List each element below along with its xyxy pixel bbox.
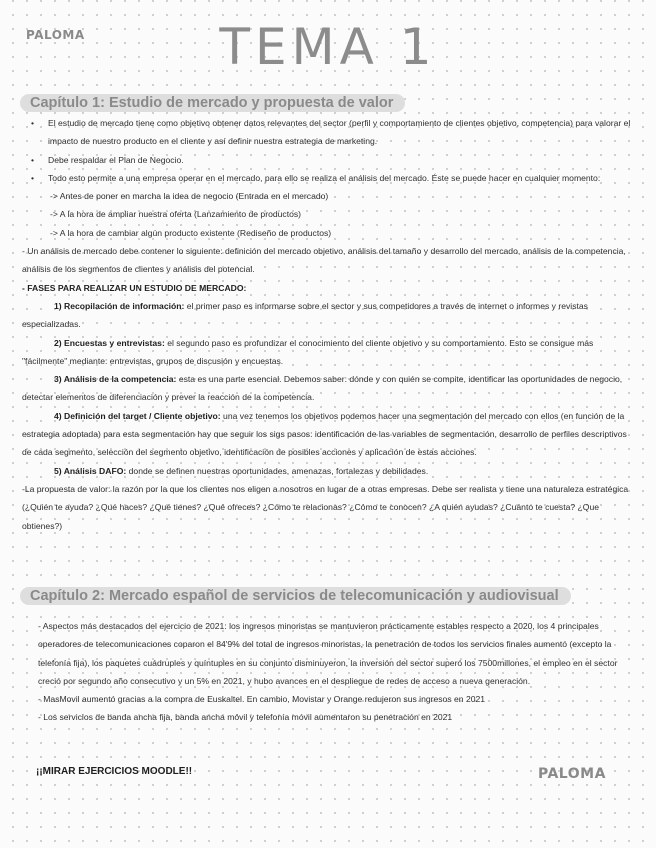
phase-label: 4) Definición del target / Cliente objetivo: [54,410,221,421]
chapter-1-heading: Capítulo 1: Estudio de mercado y propuesta de valor [20,94,405,112]
market-analysis-text: - Un análisis de mercado debe contener lo siguiente: definición del mercado objetivo, análisis del tamaño y desarrollo del mercado, análisis de la competencia, análisis de los segmentos de clientes y análisis del potencial. [22,246,626,275]
arrow-item: -> A la hora de cambiar algún producto existente (Rediseño de productos) [50,227,332,238]
phase-label: 3) Análisis de la competencia: [54,374,177,385]
chapter-2 [20,587,636,727]
phase-label: 5) Análisis DAFO: [54,465,127,476]
phase-label: 2) Encuestas y entrevistas: [54,337,165,348]
phases-title: - FASES PARA REALIZAR UN ESTUDIO DE MERCADO: [22,282,247,293]
phase-text: una vez tenemos los objetivos podemos hacer una segmentación del mercado con ellos (en función de la estrategia adoptada) para esta segmentación hay que seguir los sigs pasos: identificación de las variables de segmentación, desarrollo de perfiles descriptivos de cada segmento, selección del segmento objetivo, identificación de posibles acciones y aplicación de estas acciones. [22,410,627,458]
phase-item [22,462,636,480]
phase-item [22,370,636,407]
arrow-item: -> A la hora de ampliar nuestra oferta (Lanzamiento de productos) [50,209,302,220]
chapter-1 [20,94,636,535]
phase-item [22,297,636,334]
chapter-2-item: - Los servicios de banda ancha fija, banda ancha móvil y telefonía móvil aumentaron su penetración en 2021 [38,712,453,723]
phase-item [22,407,636,462]
chapter-1-bullet: • Debe respaldar el Plan de Negocio. [22,151,636,169]
phase-item [22,334,636,371]
chapter-2-heading: Capítulo 2: Mercado español de servicios de telecomunicación y audiovisual [20,587,571,605]
chapter-2-item: - MasMovil aumentó gracias a la compra de Euskaltel. En cambio, Movistar y Orange redujeron sus ingresos en 2021 [38,694,486,705]
phase-label: 1) Recopilación de información: [54,300,185,311]
chapter-1-bullet: • Todo esto permite a una empresa operar en el mercado, para ello se realiza el análisis del mercado. Éste se puede hacer en cualquier momento: [22,169,636,187]
brand-logo-bottom: PALOMA [538,766,606,782]
brand-logo-top: PALOMA [26,28,85,42]
phase-text: el segundo paso es profundizar el conocimiento del cliente objetivo y su comportamiento. Esto se consigue más "fácilmente" mediante: entrevistas, grupos de discusión y encuestas. [22,337,594,366]
phase-text: el primer paso es informarse sobre el sector y sus competidores a través de internet o informes y revistas especializadas. [22,300,588,330]
value-proposition-text: -La propuesta de valor: la razón por la que los clientes nos eligen a nosotros en lugar de a otras empresas. Debe ser realista y tiene una naturaleza estratégica (¿Quién te ayuda? ¿Qué haces? ¿Qué tienes? ¿Qué ofreces? ¿Cómo te relacionas? ¿Cómo te conocen? ¿A quién ayudas? ¿Cuánto te cuesta? ¿Que obtienes?) [22,483,629,531]
chapter-1-bullet: • El estudio de mercado tiene como objetivo obtener datos relevantes del sector (perfil y comportamiento de clientes objetivo, competencia) para valorar el impacto de nuestro producto en el cliente y así definir nuestra estrategia de marketing. [22,114,636,151]
arrow-item: -> Antes de poner en marcha la idea de negocio (Entrada en el mercado) [50,191,329,202]
phase-text: esta es una parte esencial. Debemos saber: dónde y con quién se compite, identificar las oportunidades de negocio, detectar elementos de diferenciación y prever la reacción de la competencia. [22,374,623,403]
phase-text: donde se definen nuestras oportunidades, amenazas, fortalezas y debilidades. [126,465,429,476]
chapter-2-item: - Aspectos más destacados del ejercicio de 2021: los ingresos minoristas se mantuvieron prácticamente estables respecto a 2020, los 4 principales operadores de telecomunicaciones coparon el 84'9% del total de ingresos minoristas, la penetración de todos los servicios finales aumentó (excepto la telefonía fija), los paquetes cuádruples y quíntuples en su conjunto disminuyeron, la inversión del sector superó los 7500millones, el empleo en el sector creció por segundo año consecutivo y un 5% en 2021, y hubo avances en el despliegue de redes de acceso a nueva generación. [38,621,618,686]
moodle-reminder: ¡¡MIRAR EJERCICIOS MOODLE!! [36,766,193,777]
page-title: TEMA 1 [219,18,437,76]
